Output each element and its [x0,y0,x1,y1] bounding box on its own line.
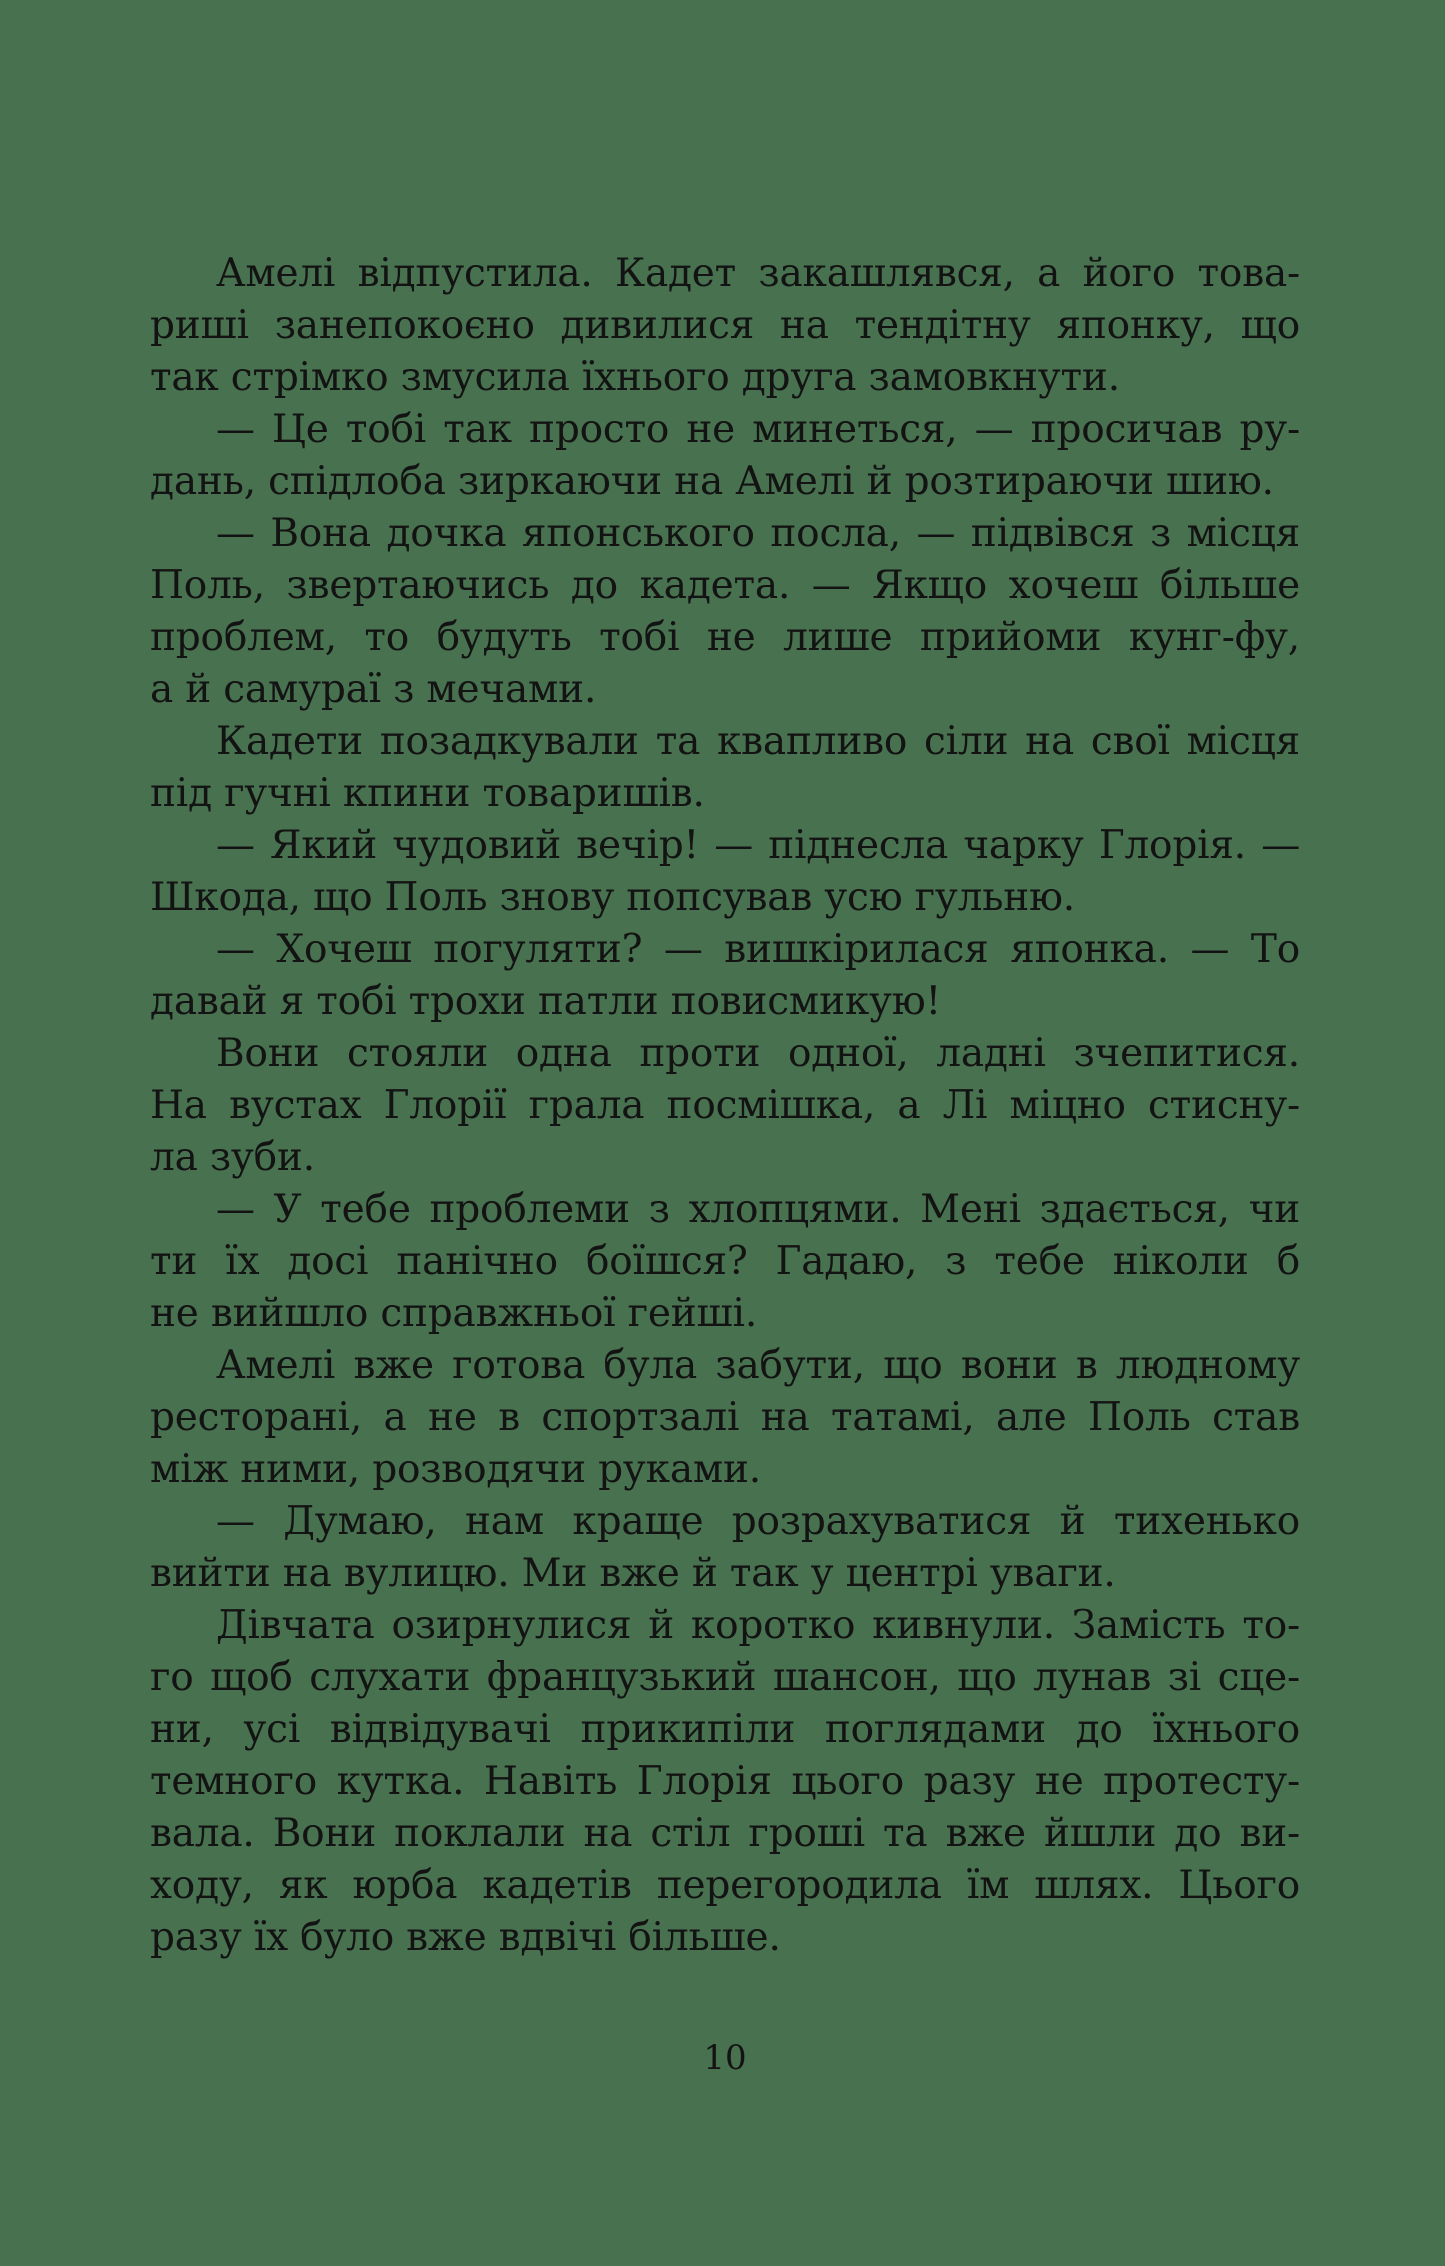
page-number: 10 [703,2038,747,2078]
text-line: ни, усі відвідувачі прикипіли поглядами до їхнього [150,1707,1300,1752]
paragraph [150,248,1300,404]
text-line: риші занепокоєно дивилися на тендітну японку, що [150,303,1300,348]
text-line: вийти на вулицю. Ми вже й так у центрі уваги. [150,1551,1116,1596]
text-line: ти їх досі панічно боїшся? Гадаю, з тебе ніколи б [150,1239,1300,1284]
text-line: го щоб слухати французький шансон, що лунав зі сце- [150,1655,1300,1700]
text-line: Амелі відпустила. Кадет закашлявся, а його това- [216,251,1300,296]
paragraph [150,1496,1300,1600]
paragraph [150,820,1300,924]
text-line: Поль, звертаючись до кадета. — Якщо хочеш більше [150,563,1300,608]
text-line: Кадети позадкували та квапливо сіли на свої місця [216,719,1300,764]
text-line: — Це тобі так просто не минеться, — просичав ру- [216,407,1300,452]
text-line: темного кутка. Навіть Глорія цього разу не протесту- [150,1759,1300,1804]
text-line: ходу, як юрба кадетів перегородила їм шлях. Цього [150,1863,1300,1908]
text-line: Дівчата озирнулися й коротко кивнули. Замість то- [216,1603,1300,1648]
text-line: ла зуби. [150,1135,315,1180]
text-line: давай я тобі трохи патли повисмикую! [150,979,942,1024]
text-line: проблем, то будуть тобі не лише прийоми кунг-фу, [150,615,1300,660]
text-line: між ними, розводячи руками. [150,1447,762,1492]
paragraph [150,716,1300,820]
text-line: Вони стояли одна проти одної, ладні зчепитися. [216,1031,1300,1076]
text-line: — У тебе проблеми з хлопцями. Мені здається, чи [216,1187,1300,1232]
text-line: а й самураї з мечами. [150,667,597,712]
text-line: не вийшло справжньої гейші. [150,1291,758,1336]
text-line: ресторані, а не в спортзалі на татамі, але Поль став [150,1395,1300,1440]
text-line: — Який чудовий вечір! — піднесла чарку Глорія. — [216,823,1300,868]
paragraph [150,404,1300,508]
text-line: — Хочеш погуляти? — вишкірилася японка. — То [216,927,1300,972]
paragraph [150,508,1300,716]
text-line: разу їх було вже вдвічі більше. [150,1915,781,1960]
text-line: Амелі вже готова була забути, що вони в людному [216,1343,1300,1388]
paragraph [150,1340,1300,1496]
paragraph [150,924,1300,1028]
text-line: На вустах Глорії грала посмішка, а Лі міцно стисну- [150,1083,1300,1128]
text-line: під гучні кпини товаришів. [150,771,705,816]
text-line: — Думаю, нам краще розрахуватися й тихенько [216,1499,1300,1544]
text-line: так стрімко змусила їхнього друга замовкнути. [150,355,1120,400]
paragraph [150,1184,1300,1340]
page-text [150,248,1300,1964]
paragraph [150,1028,1300,1184]
text-line: — Вона дочка японського посла, — підвівся з місця [216,511,1300,556]
text-line: вала. Вони поклали на стіл гроші та вже йшли до ви- [150,1811,1300,1856]
text-line: дань, спідлоба зиркаючи на Амелі й розтираючи шию. [150,459,1274,504]
text-line: Шкода, що Поль знову попсував усю гульню. [150,875,1075,920]
paragraph [150,1600,1300,1964]
